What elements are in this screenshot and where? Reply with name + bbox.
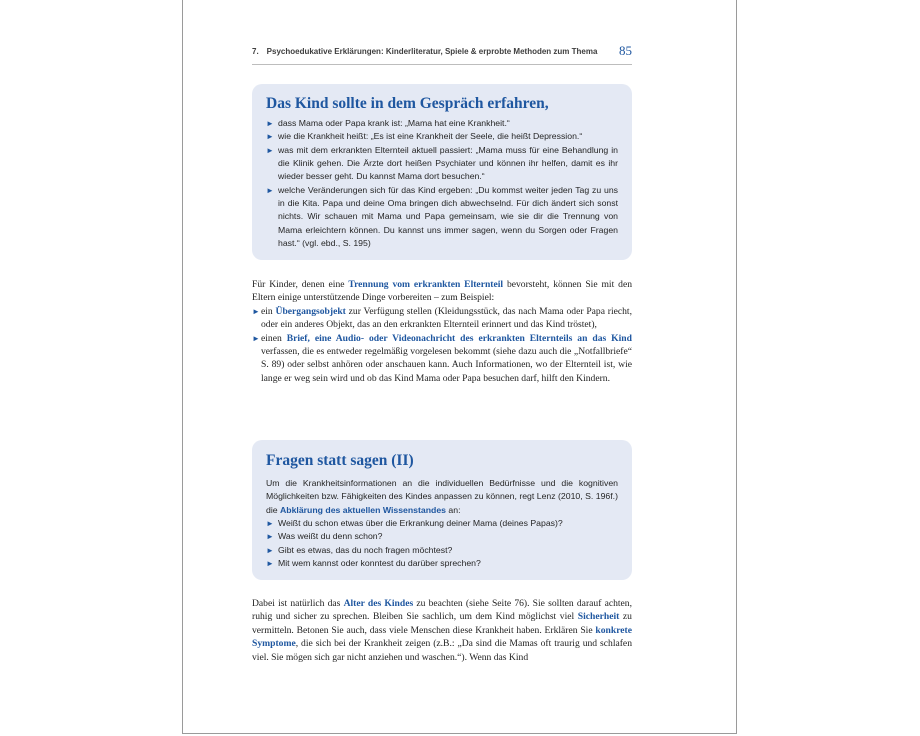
highlight: Sicherheit <box>577 611 620 623</box>
highlight: Trennung vom erkrankten Elternteil <box>348 279 504 290</box>
list-item: ► Mit wem kannst oder konntest du darüber sprechen? <box>266 557 618 570</box>
paragraph: Für Kinder, denen eine Trennung vom erkrankten Elternteil bevorsteht, können Sie mit den Eltern einige unterstützende Dinge vorbereiten – zum Beispiel: <box>252 279 632 304</box>
list-item: ► wie die Krankheit heißt: „Es ist eine Krankheit der Seele, die heißt Depression.“ <box>266 130 618 143</box>
list-item: ► einen Brief, eine Audio- oder Videonachricht des erkrankten Elternteils an das Kind verfassen, die es entweder regelmäßig vorgelesen bekommt (siehe dazu auch die „Notfallbriefe“ S. 89) oder selbst anhören oder anschauen kann. Auch Informationen, wo der Elternteil ist, wie lange er weg sein wird und ob das Kind Mama oder Papa besuchen darf, hilft den Kindern. <box>252 332 632 384</box>
bullet-triangle-icon: ► <box>266 559 274 569</box>
list-item: ► dass Mama oder Papa krank ist: „Mama hat eine Krankheit.“ <box>266 117 618 130</box>
highlight: Abklärung des aktuellen Wissenstandes <box>280 504 447 515</box>
bullet-triangle-icon: ► <box>252 306 260 316</box>
bullet-triangle-icon: ► <box>252 333 260 343</box>
chapter-heading <box>252 47 597 56</box>
highlight: konkrete Symptome <box>252 624 632 650</box>
separation-section <box>252 278 632 385</box>
box-list <box>266 117 618 250</box>
highlight: Alter des Kindes <box>343 598 414 609</box>
list-item: ► Was weißt du denn schon? <box>266 530 618 543</box>
bullet-triangle-icon: ► <box>266 132 274 142</box>
bullet-triangle-icon: ► <box>266 519 274 529</box>
info-box-conversation <box>252 84 632 260</box>
list-item: ► ein Übergangsobjekt zur Verfügung stellen (Kleidungsstück, das nach Mama oder Papa riecht, oder ein anderes Objekt, das an den erkrankten Elternteil erinnert und das Kind tröstet), <box>252 305 632 331</box>
bullet-triangle-icon: ► <box>266 119 274 128</box>
bullet-triangle-icon: ► <box>266 185 274 195</box>
bullet-triangle-icon: ► <box>266 532 274 542</box>
highlight: Brief, eine Audio- oder Videonachricht des erkrankten Elternteils an das Kind <box>286 332 632 344</box>
list <box>252 305 632 385</box>
list-item: ► Gibt es etwas, das du noch fragen möchtest? <box>266 544 618 557</box>
chapter-number: 7. <box>252 47 259 56</box>
info-box-questions <box>252 440 632 580</box>
page-number: 85 <box>619 43 632 58</box>
list-item: ► Weißt du schon etwas über die Erkrankung deiner Mama (deines Papas)? <box>266 517 618 530</box>
list-item: ► welche Veränderungen sich für das Kind ergeben: „Du kommst weiter jeden Tag zu uns in die Kita. Papa und deine Oma bringen dich abwechselnd. Für dich ändert sich sonst nichts. Wir schauen mit Mama und Papa gemeinsam, wie sie dir die Trennung von Mama erleichtern können. Du kannst uns immer sagen, wenn du Sorgen oder Fragen hast.“ (vgl. ebd., S. 195) <box>266 184 618 249</box>
age-section <box>252 597 632 664</box>
running-header <box>252 42 632 65</box>
box-title: Fragen statt sagen (II) <box>266 452 414 469</box>
paragraph: Dabei ist natürlich das Alter des Kindes zu beachten (siehe Seite 76). Sie sollten darauf achten, ruhig und sicher zu sprechen. Bleiben Sie sachlich, um dem Kind möglichst viel Sicherheit zu vermitteln. Betonen Sie auch, dass viele Menschen diese Krankheit haben. Erklären Sie konkrete Symptome, die sich bei der Krankheit zeigen (z.B.: „Da sind die Mamas oft traurig und schlafen viel. Sie mögen sich gar nicht anziehen und waschen.“). Wenn das Kind <box>252 598 632 663</box>
box-intro: Um die Krankheitsinformationen an die individuellen Bedürfnisse und die kognitiven Möglichkeiten bzw. Fähigkeiten des Kindes anpassen zu können, regt Lenz (2010, S. 196f.) die Abklärung des aktuellen Wissenstandes an: <box>266 478 618 515</box>
bullet-triangle-icon: ► <box>266 545 274 555</box>
highlight: Übergangsobjekt <box>275 305 346 317</box>
list-item: ► was mit dem erkrankten Elternteil aktuell passiert: „Mama muss für eine Behandlung in die Klinik gehen. Die Ärzte dort heißen Psychiater und können ihr helfen, damit es ihr wieder besser geht. Du kannst Mama dort besuchen.“ <box>266 144 618 182</box>
bullet-triangle-icon: ► <box>266 145 274 155</box>
chapter-title: Psychoedukative Erklärungen: Kinderliteratur, Spiele & erprobte Methoden zum Thema <box>266 47 598 56</box>
box-list <box>266 517 618 570</box>
box-title: Das Kind sollte in dem Gespräch erfahren, <box>266 95 549 112</box>
